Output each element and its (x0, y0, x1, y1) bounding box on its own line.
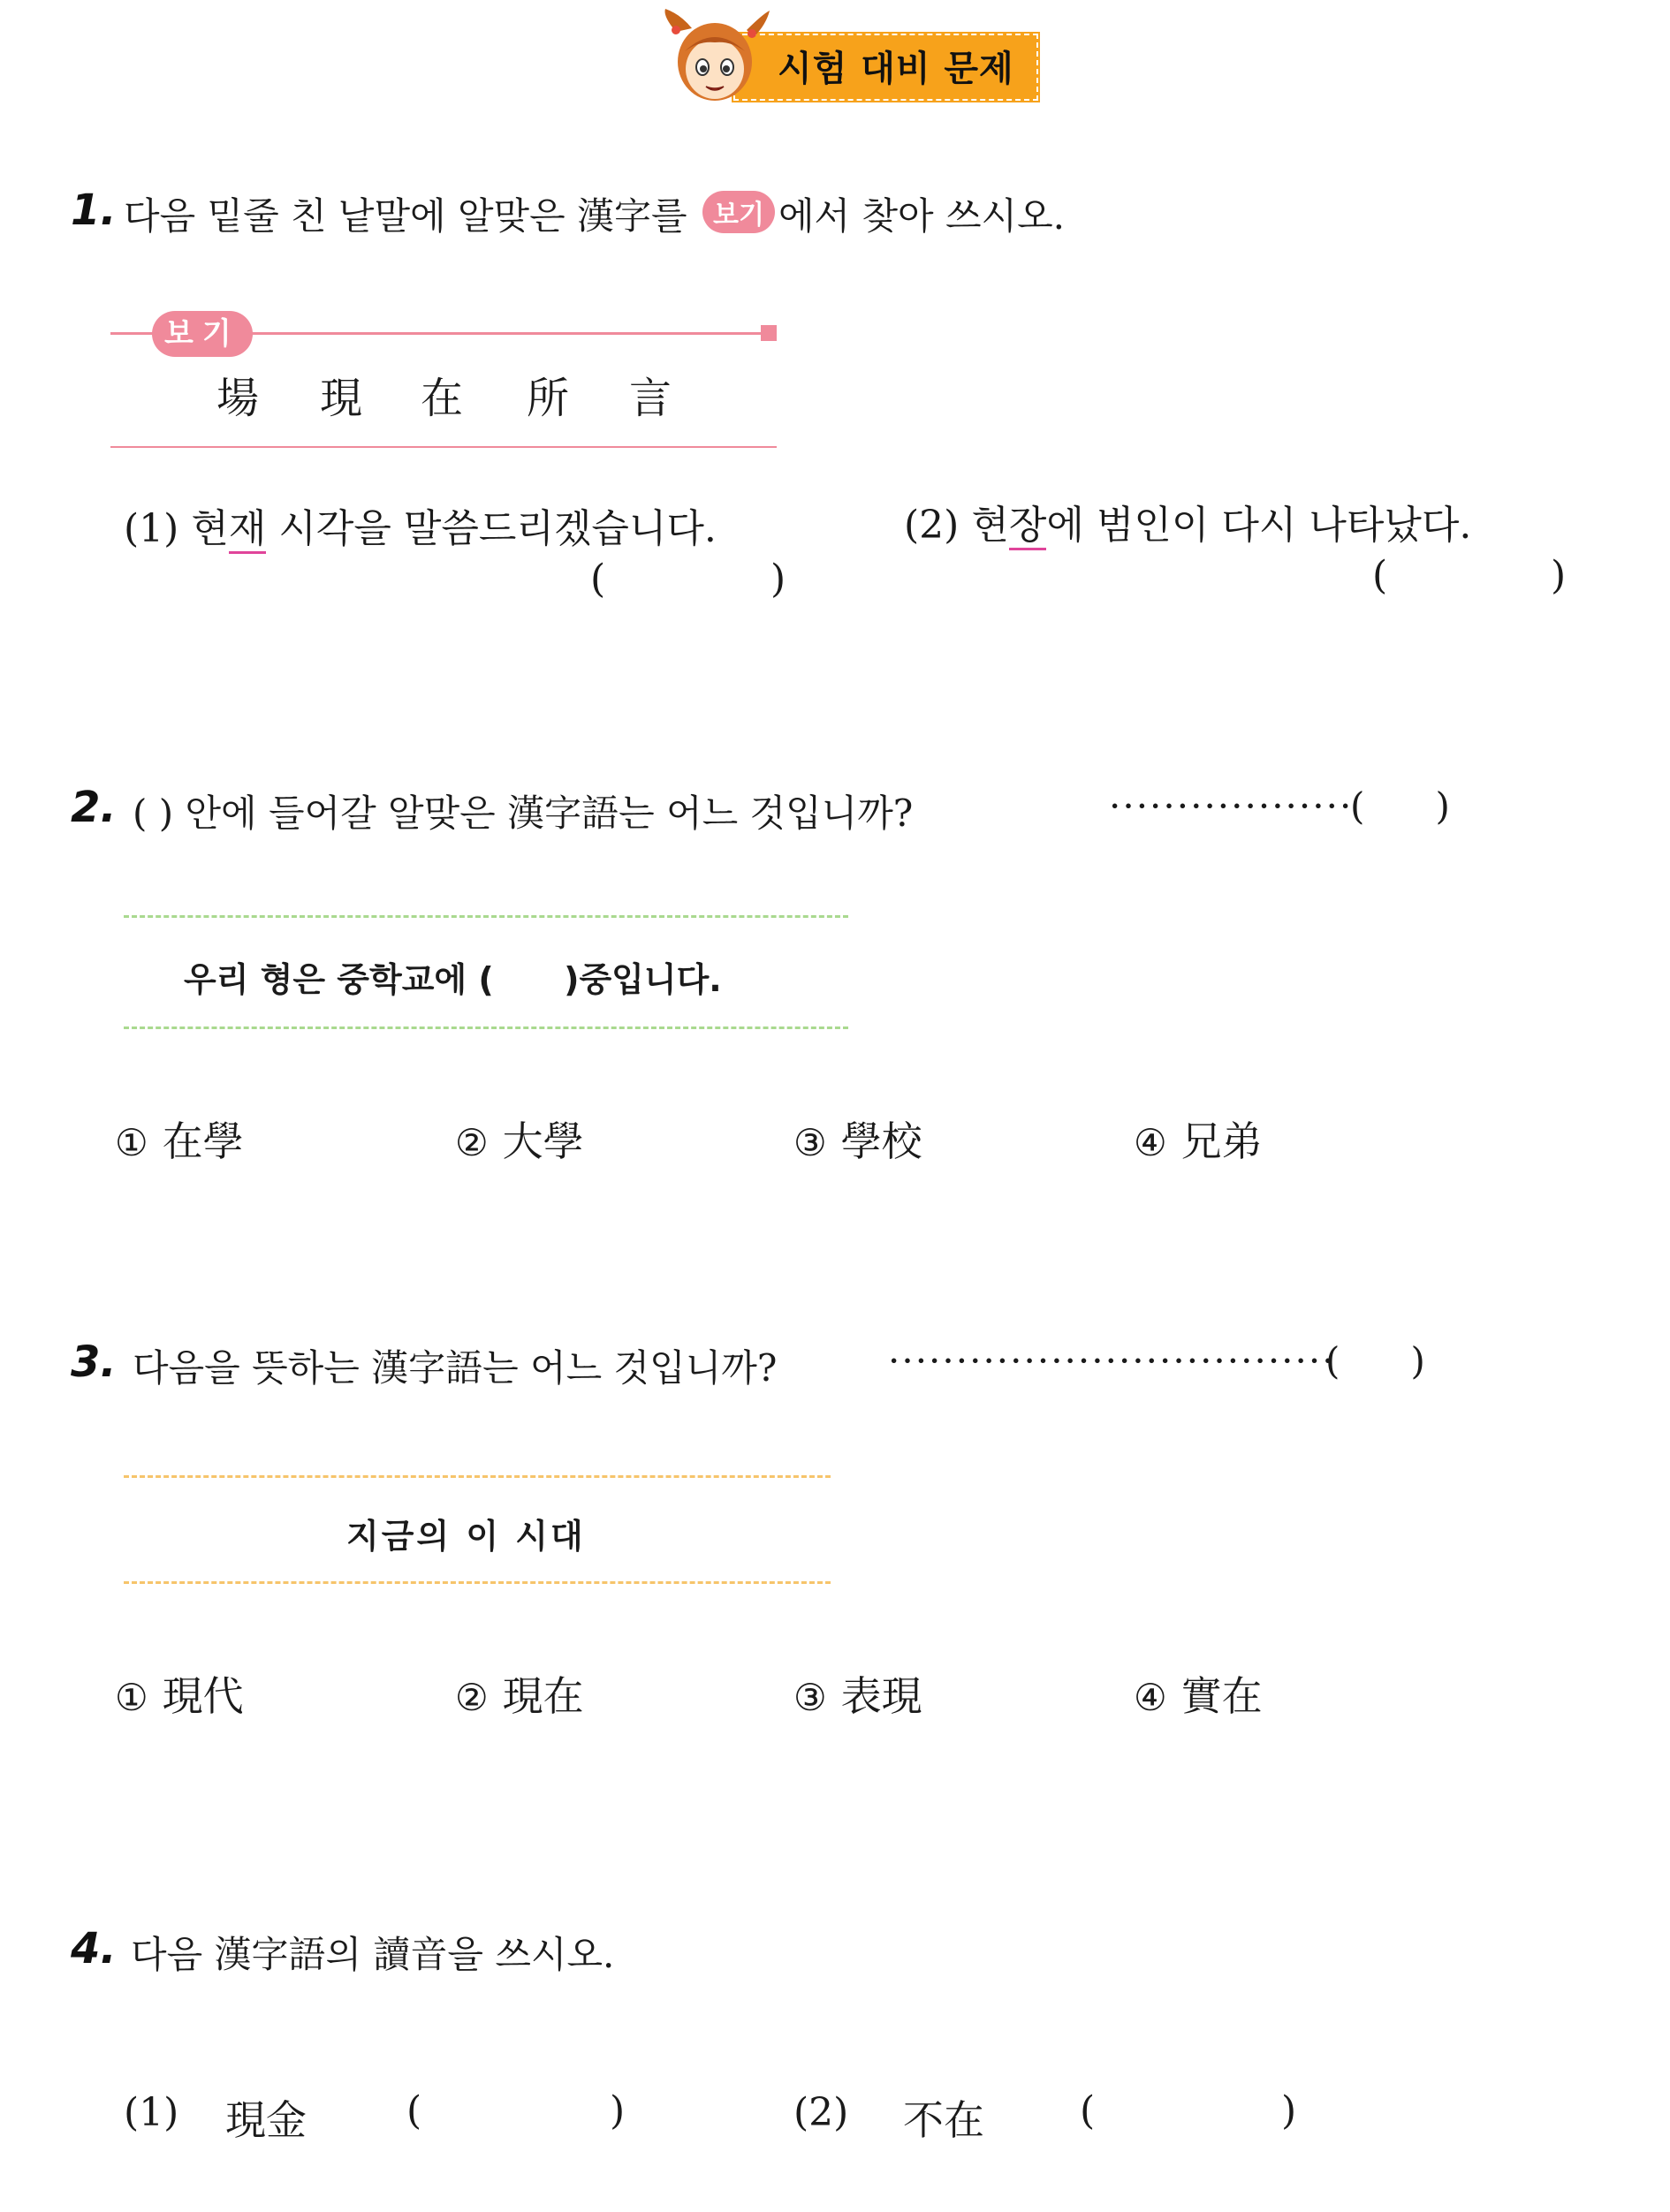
question-3-dots: ································· (888, 1339, 1336, 1382)
option-marker: ④ (1134, 1121, 1167, 1164)
q4-answer-2-close: ) (1281, 2088, 1297, 2133)
q2-box-bottom-line (124, 1026, 848, 1029)
q1-answer-2-open: ( (1372, 553, 1388, 598)
bogi-box-end-marker (761, 325, 777, 341)
option-marker: ③ (793, 1121, 827, 1164)
q1-item-2 (904, 493, 1471, 549)
q4-item-1-word: 現金 (225, 2096, 307, 2144)
question-2-text: ( ) 안에 들어갈 알맞은 漢字語는 어느 것입니까? (133, 792, 914, 835)
bogi-char: 言 (629, 374, 672, 423)
question-1-text (124, 187, 1065, 240)
question-4-text: 다음 漢字語의 讀音을 쓰시오. (131, 1933, 615, 1976)
bogi-char: 所 (527, 374, 570, 423)
q1-answer-1-open: ( (590, 557, 606, 602)
option-text: 現在 (502, 1672, 584, 1720)
bogi-char: 現 (320, 374, 363, 423)
q4-item-2-number: (2) (793, 2090, 849, 2135)
bogi-label: 보기 (152, 311, 253, 357)
bogi-box-bottom-line (110, 446, 777, 448)
option-text: 在學 (162, 1117, 244, 1165)
question-3-text: 다음을 뜻하는 漢字語는 어느 것입니까? (133, 1346, 778, 1390)
section-header (658, 7, 1056, 104)
girl-mascot-icon (658, 7, 773, 104)
header-title: 시험 대비 문제 (778, 49, 1014, 89)
question-1-number: 1. (71, 186, 117, 235)
option-text: 表現 (840, 1672, 922, 1720)
bogi-char: 在 (421, 374, 464, 423)
bogi-char: 場 (216, 374, 260, 423)
q1-item-2-pre: 현 (959, 503, 1009, 548)
q3-option-2[interactable] (455, 1664, 584, 1723)
q2-option-4[interactable] (1134, 1110, 1263, 1168)
q1-item-2-post: 에 범인이 다시 나타났다. (1046, 503, 1472, 548)
question-1-text-after: 에서 찾아 쓰시오. (778, 194, 1066, 238)
q3-option-1[interactable] (115, 1664, 244, 1723)
q1-item-1-pre: 현 (178, 506, 229, 551)
q3-box-text: 지금의 이 시대 (346, 1517, 586, 1556)
q4-item-1-number: (1) (124, 2090, 179, 2135)
q3-option-3[interactable] (793, 1664, 922, 1723)
bogi-pill-inline: 보기 (702, 191, 775, 233)
q2-option-3[interactable] (793, 1110, 922, 1168)
q2-option-2[interactable] (455, 1110, 584, 1168)
q3-option-4[interactable] (1134, 1664, 1263, 1723)
q4-answer-1-open: ( (406, 2088, 422, 2133)
question-2-number: 2. (71, 783, 117, 832)
question-3-number: 3. (71, 1337, 117, 1387)
q3-box-bottom-line (124, 1581, 831, 1584)
option-text: 大學 (502, 1117, 584, 1165)
q1-item-2-underlined: 장 (1009, 503, 1047, 550)
q2-option-1[interactable] (115, 1110, 244, 1168)
q4-answer-1-close: ) (610, 2088, 626, 2133)
q1-answer-2-close: ) (1551, 553, 1567, 598)
q4-item-2-word: 不在 (903, 2096, 984, 2144)
option-marker: ② (455, 1121, 489, 1164)
q1-item-1 (124, 496, 717, 553)
option-text: 兄弟 (1180, 1117, 1263, 1165)
question-4-number: 4. (71, 1924, 117, 1973)
q1-item-1-number: (1) (124, 506, 179, 551)
option-text: 學校 (840, 1117, 922, 1165)
option-marker: ① (115, 1676, 148, 1719)
option-marker: ④ (1134, 1676, 1167, 1719)
question-1-text-before: 다음 밑줄 친 낱말에 알맞은 漢字를 (124, 194, 687, 238)
q1-item-2-number: (2) (904, 503, 960, 548)
q3-box-top-line (124, 1475, 831, 1478)
option-text: 現代 (162, 1672, 244, 1720)
option-marker: ① (115, 1121, 148, 1164)
q1-item-1-underlined: 재 (229, 506, 267, 554)
question-2-dots: ·················· (1109, 784, 1354, 828)
q4-answer-2-open: ( (1080, 2088, 1096, 2133)
option-text: 實在 (1180, 1672, 1263, 1720)
question-2-answer-slot: ( ) (1350, 784, 1450, 828)
q1-item-1-post: 시각을 말씀드리겠습니다. (266, 506, 717, 551)
q2-box-top-line (124, 915, 848, 918)
option-marker: ② (455, 1676, 489, 1719)
question-3-answer-slot: ( ) (1325, 1339, 1425, 1382)
q2-box-text: 우리 형은 중학교에 ( )중입니다. (184, 960, 722, 999)
option-marker: ③ (793, 1676, 827, 1719)
q1-answer-1-close: ) (770, 557, 786, 602)
